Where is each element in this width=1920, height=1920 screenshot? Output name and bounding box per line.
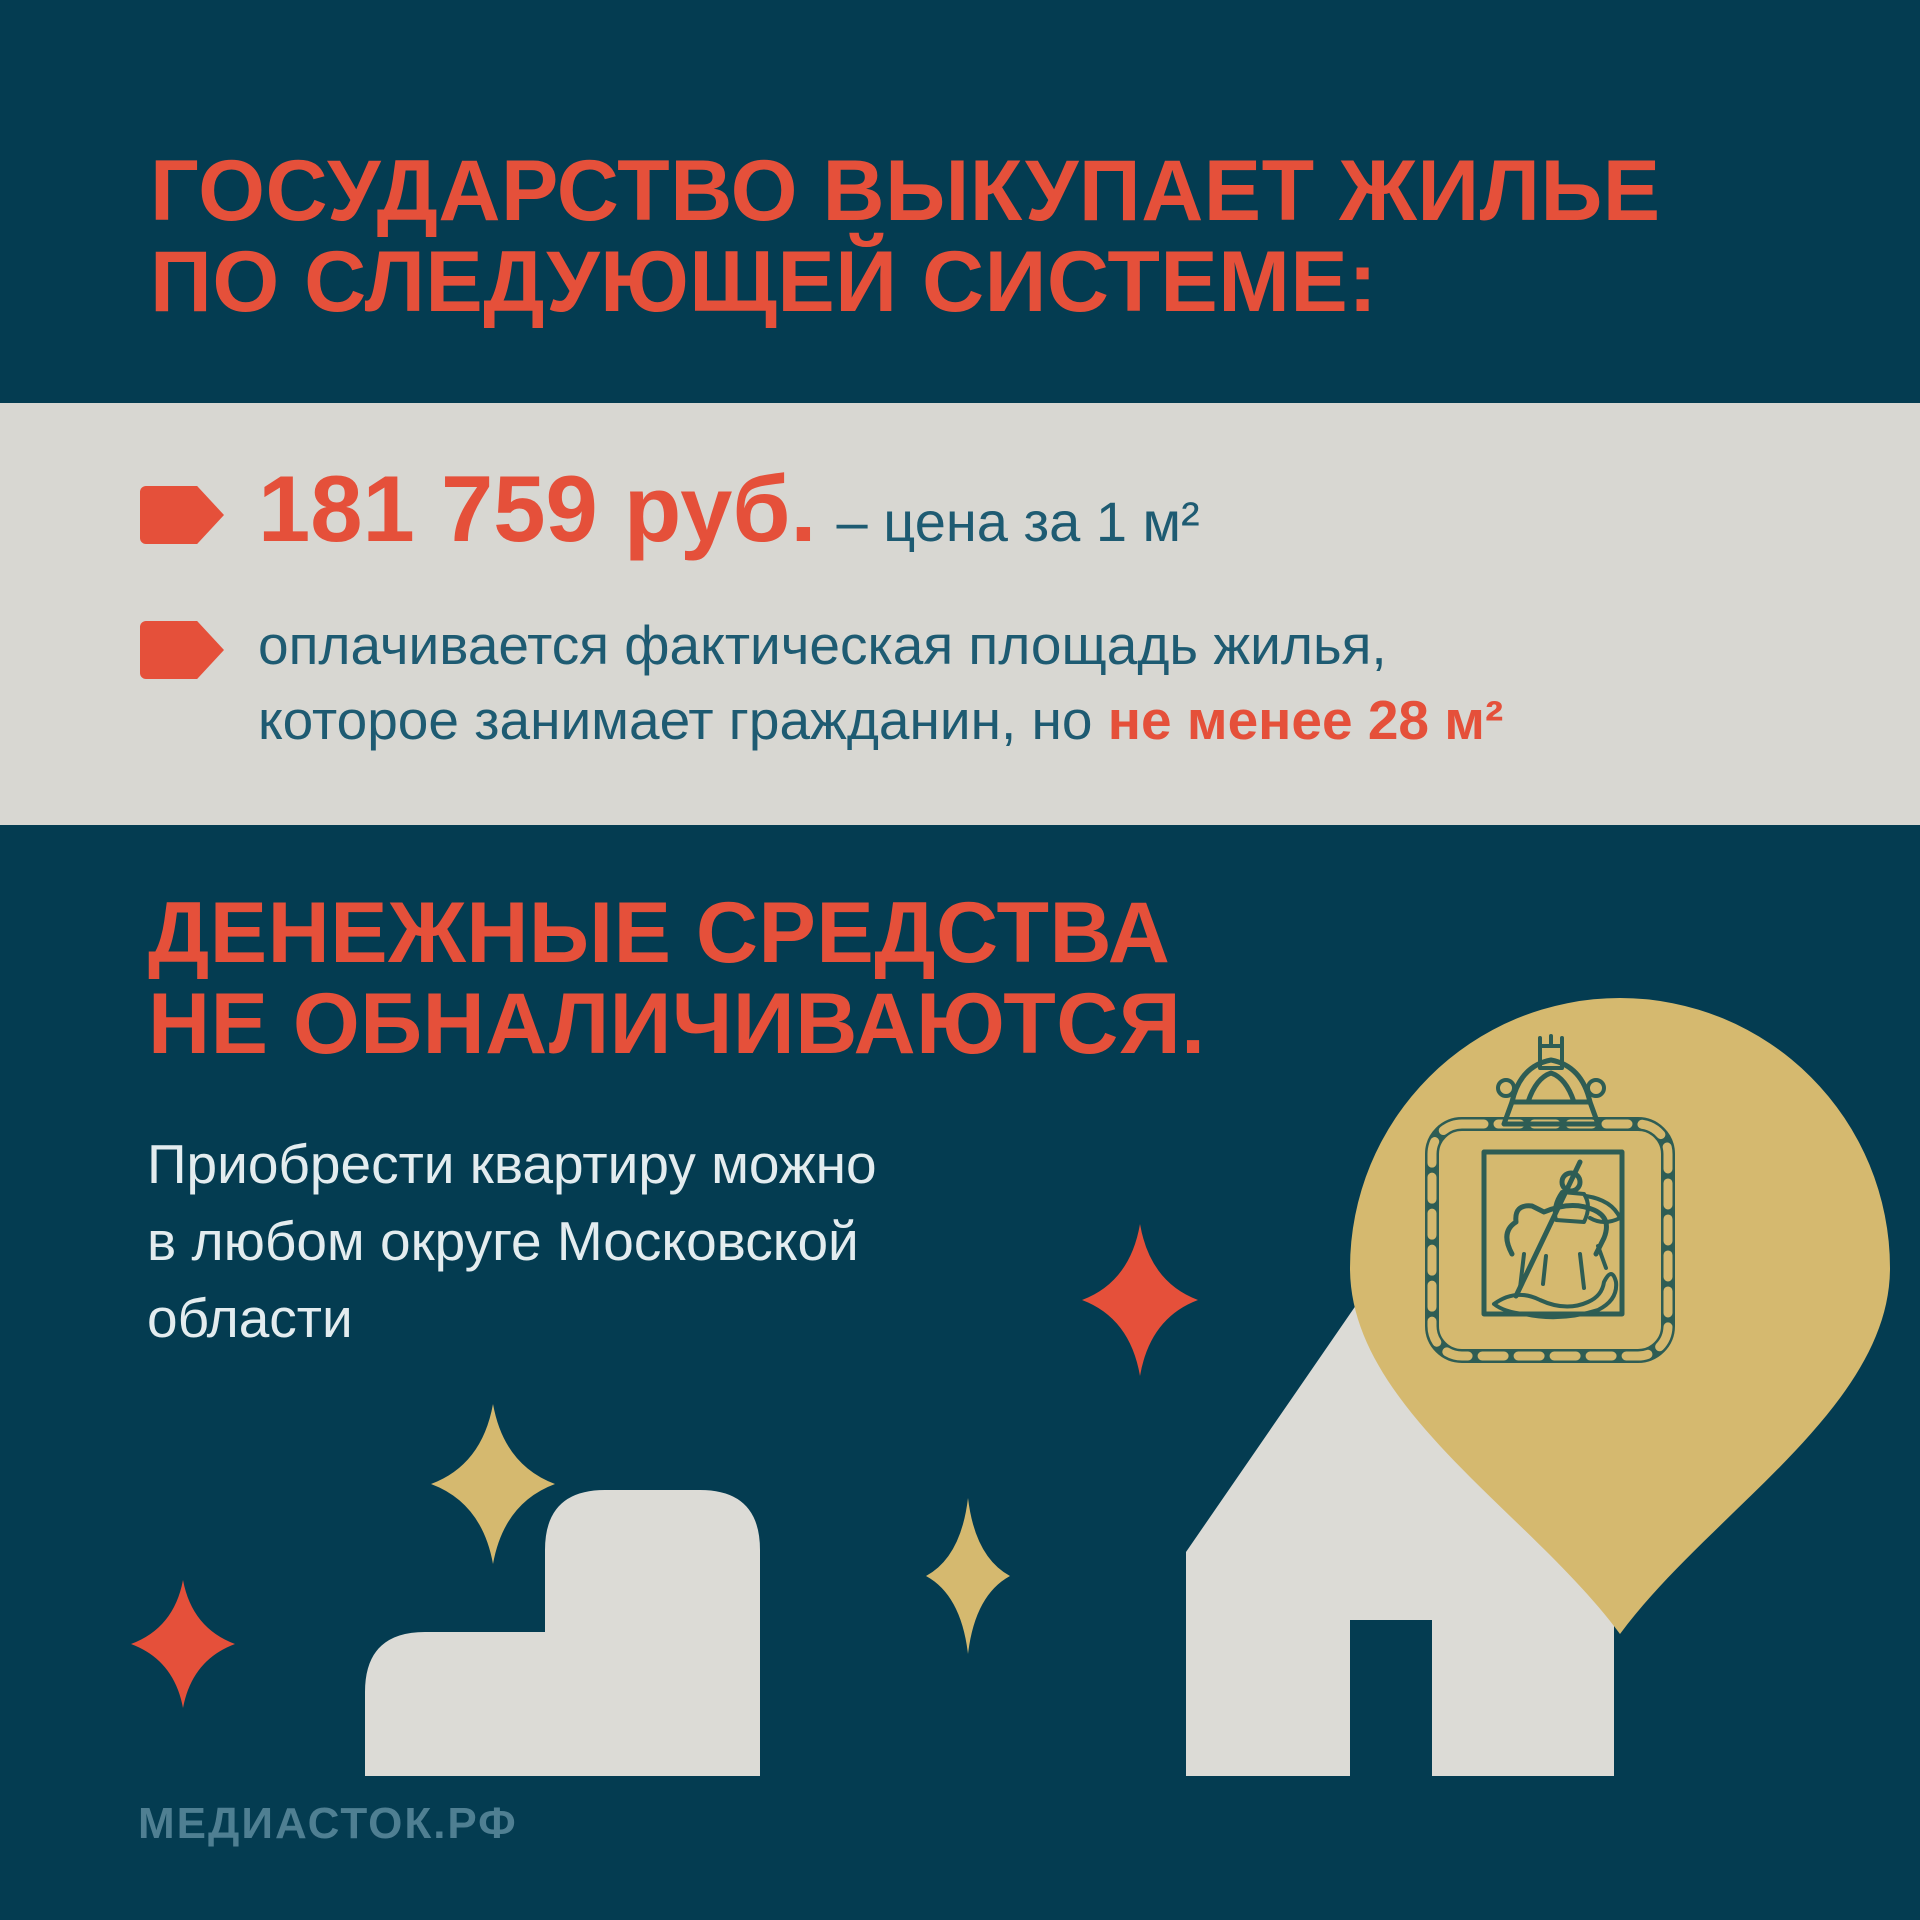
watermark: МЕДИАСТОК.РФ [138, 1799, 518, 1848]
sparkle-red-right-icon [1082, 1224, 1198, 1376]
headline-secondary-line1: ДЕНЕЖНЫЕ СРЕДСТВА [148, 885, 1171, 981]
sparkle-gold-large-icon [431, 1404, 555, 1564]
body-paragraph-line1: Приобрести квартиру можно [147, 1133, 877, 1195]
body-paragraph-line3: области [147, 1287, 353, 1349]
paid-area-line2-start: которое занимает гражданин, но [258, 688, 1108, 751]
sparkle-gold-small-icon [926, 1498, 1010, 1654]
body-paragraph-line2: в любом округе Московской [147, 1210, 859, 1272]
min-area-highlight: не менее 28 м² [1107, 688, 1504, 751]
left-building-silhouette [365, 1490, 760, 1776]
price-amount: 181 759 руб. [258, 456, 817, 561]
headline-primary-line2: ПО СЛЕДУЮЩЕЙ СИСТЕМЕ: [150, 234, 1378, 331]
price-unit-label: – цена за 1 м² [836, 490, 1200, 553]
paid-area-line1: оплачивается фактическая площадь жилья, [258, 614, 1387, 676]
headline-secondary-line2: НЕ ОБНАЛИЧИВАЮТСЯ. [148, 976, 1206, 1073]
headline-primary-line1: ГОСУДАРСТВО ВЫКУПАЕТ ЖИЛЬЕ [150, 143, 1661, 239]
sparkle-red-left-icon [131, 1580, 235, 1708]
